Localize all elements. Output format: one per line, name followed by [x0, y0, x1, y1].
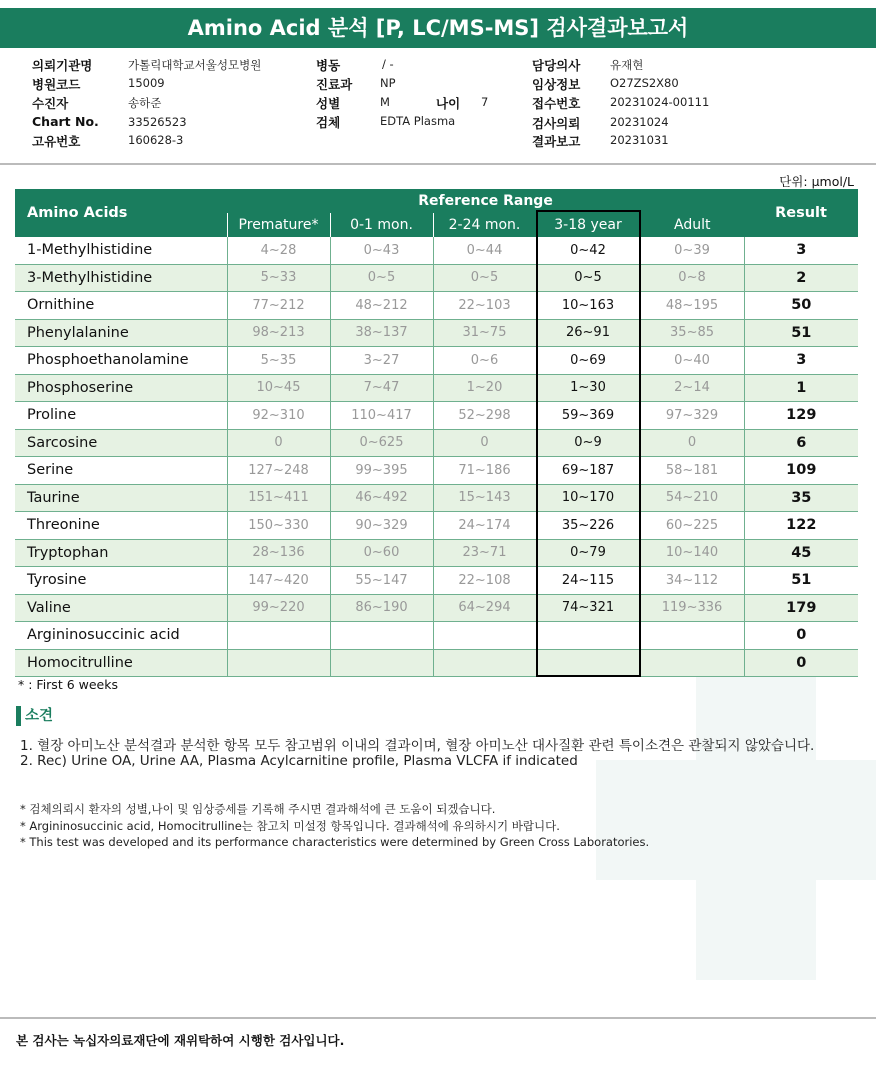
- reference-range-cell: 92~310: [227, 402, 330, 430]
- unit-label: 단위: μmol/L: [779, 174, 854, 189]
- table-row: [15, 264, 858, 292]
- reference-range-cell: 69~187: [536, 457, 640, 485]
- table-row: [15, 429, 858, 457]
- info-label: 의뢰기관명: [32, 58, 93, 73]
- result-value: 109: [744, 457, 858, 485]
- amino-acid-name: Phosphoethanolamine: [15, 347, 227, 375]
- reference-range-cell: [640, 622, 744, 650]
- reference-range-cell: 0~42: [536, 237, 640, 264]
- info-label: 접수번호: [532, 96, 581, 111]
- reference-range-cell: 0~8: [640, 264, 744, 292]
- reference-range-cell: 74~321: [536, 594, 640, 622]
- subheader-3-18-year: 3-18 year: [536, 213, 640, 237]
- patient-info: [0, 56, 876, 156]
- amino-acid-name: Proline: [15, 402, 227, 430]
- amino-acid-name: Sarcosine: [15, 429, 227, 457]
- reference-range-cell: 0~39: [640, 237, 744, 264]
- table-row: [15, 594, 858, 622]
- info-value: O27ZS2X80: [610, 76, 679, 90]
- reference-range-cell: 48~195: [640, 292, 744, 320]
- info-value: 가톨릭대학교서울성모병원: [128, 58, 262, 72]
- result-value: 51: [744, 319, 858, 347]
- reference-range-cell: 2~14: [640, 374, 744, 402]
- reference-range-cell: 0: [433, 429, 536, 457]
- reference-range-cell: 0~60: [330, 539, 433, 567]
- reference-range-cell: 64~294: [433, 594, 536, 622]
- reference-range-cell: 15~143: [433, 484, 536, 512]
- info-label: Chart No.: [32, 114, 99, 129]
- footer-text: 본 검사는 녹십자의료재단에 재위탁하여 시행한 검사입니다.: [16, 1033, 345, 1048]
- age-label: 나이: [436, 96, 461, 111]
- reference-range-cell: 119~336: [640, 594, 744, 622]
- reference-range-cell: 10~170: [536, 484, 640, 512]
- amino-acid-name: Phenylalanine: [15, 319, 227, 347]
- amino-acid-name: Serine: [15, 457, 227, 485]
- amino-acid-name: 1-Methylhistidine: [15, 237, 227, 264]
- amino-acid-name: Homocitrulline: [15, 649, 227, 677]
- reference-range-cell: 54~210: [640, 484, 744, 512]
- table-row: [15, 649, 858, 677]
- header-amino-acids: Amino Acids: [15, 189, 227, 237]
- info-label: 진료과: [316, 77, 353, 92]
- reference-range-cell: 0~69: [536, 347, 640, 375]
- table-row: [15, 539, 858, 567]
- reference-range-cell: 5~33: [227, 264, 330, 292]
- reference-range-cell: 24~174: [433, 512, 536, 540]
- reference-range-cell: [433, 649, 536, 677]
- header-reference-range: Reference Range: [227, 189, 744, 213]
- reference-range-cell: 71~186: [433, 457, 536, 485]
- findings-title: 소견: [25, 708, 54, 724]
- reference-range-cell: 86~190: [330, 594, 433, 622]
- result-value: 0: [744, 649, 858, 677]
- amino-acid-table: [15, 189, 858, 677]
- amino-acid-name: Ornithine: [15, 292, 227, 320]
- reference-range-cell: 24~115: [536, 567, 640, 595]
- age-value: 7: [481, 95, 489, 109]
- reference-range-cell: 22~108: [433, 567, 536, 595]
- result-value: 0: [744, 622, 858, 650]
- subheader-premature: Premature*: [227, 213, 330, 237]
- table-row: [15, 319, 858, 347]
- result-value: 51: [744, 567, 858, 595]
- reference-range-cell: 127~248: [227, 457, 330, 485]
- result-value: 45: [744, 539, 858, 567]
- info-value: NP: [380, 76, 396, 90]
- reference-range-cell: 31~75: [433, 319, 536, 347]
- reference-range-cell: 10~163: [536, 292, 640, 320]
- info-label: 검체: [316, 115, 341, 130]
- reference-range-cell: 0: [227, 429, 330, 457]
- info-label: 성별: [316, 96, 341, 111]
- reference-range-cell: 0~5: [433, 264, 536, 292]
- finding-item: 1. 혈장 아미노산 분석결과 분석한 항목 모두 참고범위 이내의 결과이며, 혈장 아미노산 대사질환 관련 특이소견은 관찰되지 않았습니다.: [20, 738, 815, 754]
- reference-range-cell: [536, 622, 640, 650]
- reference-range-cell: 23~71: [433, 539, 536, 567]
- table-row: [15, 237, 858, 264]
- reference-range-cell: 90~329: [330, 512, 433, 540]
- reference-range-cell: 48~212: [330, 292, 433, 320]
- info-label: 고유번호: [32, 134, 81, 149]
- reference-range-cell: 5~35: [227, 347, 330, 375]
- footnote: * Argininosuccinic acid, Homocitrulline는 참고치 미설정 항목입니다. 결과해석에 유의하시기 바랍니다.: [20, 819, 560, 833]
- reference-range-cell: 38~137: [330, 319, 433, 347]
- reference-range-cell: 34~112: [640, 567, 744, 595]
- reference-range-cell: 99~220: [227, 594, 330, 622]
- info-value: 유재현: [610, 58, 644, 72]
- info-value: M: [380, 95, 390, 109]
- info-value: 20231024-00111: [610, 95, 710, 109]
- reference-range-cell: 147~420: [227, 567, 330, 595]
- reference-range-cell: 35~226: [536, 512, 640, 540]
- reference-range-cell: 0~43: [330, 237, 433, 264]
- reference-range-cell: 10~45: [227, 374, 330, 402]
- reference-range-cell: 1~20: [433, 374, 536, 402]
- amino-acid-name: 3-Methylhistidine: [15, 264, 227, 292]
- premature-note: * : First 6 weeks: [18, 677, 118, 692]
- reference-range-cell: 110~417: [330, 402, 433, 430]
- reference-range-cell: 0~625: [330, 429, 433, 457]
- result-value: 3: [744, 237, 858, 264]
- table-row: [15, 567, 858, 595]
- reference-range-cell: [330, 649, 433, 677]
- info-label: 수진자: [32, 96, 69, 111]
- info-value: EDTA Plasma: [380, 114, 456, 128]
- reference-range-cell: 46~492: [330, 484, 433, 512]
- reference-range-cell: 60~225: [640, 512, 744, 540]
- reference-range-cell: 10~140: [640, 539, 744, 567]
- reference-range-cell: 35~85: [640, 319, 744, 347]
- amino-acid-name: Tryptophan: [15, 539, 227, 567]
- result-value: 179: [744, 594, 858, 622]
- amino-acid-name: Phosphoserine: [15, 374, 227, 402]
- reference-range-cell: 77~212: [227, 292, 330, 320]
- reference-range-cell: 0: [640, 429, 744, 457]
- reference-range-cell: 3~27: [330, 347, 433, 375]
- footer-divider: [0, 1017, 876, 1019]
- reference-range-cell: 0~40: [640, 347, 744, 375]
- table-row: [15, 402, 858, 430]
- result-value: 3: [744, 347, 858, 375]
- reference-range-cell: 0~9: [536, 429, 640, 457]
- subheader-0-1-mon: 0-1 mon.: [330, 213, 433, 237]
- info-label: 담당의사: [532, 58, 581, 73]
- reference-range-cell: 7~47: [330, 374, 433, 402]
- amino-acid-name: Threonine: [15, 512, 227, 540]
- amino-acid-name: Valine: [15, 594, 227, 622]
- amino-acid-name: Argininosuccinic acid: [15, 622, 227, 650]
- result-value: 35: [744, 484, 858, 512]
- reference-range-cell: 0~44: [433, 237, 536, 264]
- heading-bar: [16, 706, 21, 726]
- footnote: * This test was developed and its performance characteristics were determined by Green Cross Laboratories.: [20, 835, 650, 849]
- header-result: Result: [744, 189, 858, 237]
- info-label: 병동: [316, 58, 341, 73]
- reference-range-cell: 0~6: [433, 347, 536, 375]
- info-label: 검사의뢰: [532, 116, 581, 131]
- table-row: [15, 457, 858, 485]
- reference-range-cell: 58~181: [640, 457, 744, 485]
- info-label: 결과보고: [532, 134, 581, 149]
- table-row: [15, 484, 858, 512]
- result-value: 129: [744, 402, 858, 430]
- reference-range-cell: 150~330: [227, 512, 330, 540]
- report-title: Amino Acid 분석 [P, LC/MS-MS] 검사결과보고서: [0, 8, 876, 48]
- reference-range-cell: 55~147: [330, 567, 433, 595]
- table-row: [15, 622, 858, 650]
- info-value: 20231024: [610, 115, 669, 129]
- reference-range-cell: 0~5: [330, 264, 433, 292]
- info-divider: [0, 163, 876, 165]
- watermark-logo: [576, 640, 876, 980]
- reference-range-cell: 97~329: [640, 402, 744, 430]
- reference-range-cell: [330, 622, 433, 650]
- info-label: 병원코드: [32, 77, 81, 92]
- reference-range-cell: 4~28: [227, 237, 330, 264]
- info-value: / -: [382, 57, 394, 71]
- reference-range-cell: 59~369: [536, 402, 640, 430]
- info-value: 160628-3: [128, 133, 184, 147]
- info-label: 임상정보: [532, 77, 581, 92]
- reference-range-cell: 28~136: [227, 539, 330, 567]
- reference-range-cell: 52~298: [433, 402, 536, 430]
- table-row: [15, 512, 858, 540]
- reference-range-cell: 0~79: [536, 539, 640, 567]
- info-value: 20231031: [610, 133, 669, 147]
- subheader-adult: Adult: [640, 213, 744, 237]
- info-value: 15009: [128, 76, 165, 90]
- reference-range-cell: [227, 649, 330, 677]
- reference-range-cell: [227, 622, 330, 650]
- result-value: 122: [744, 512, 858, 540]
- reference-range-cell: [536, 649, 640, 677]
- info-value: 송하준: [128, 96, 162, 110]
- reference-range-cell: 22~103: [433, 292, 536, 320]
- result-value: 1: [744, 374, 858, 402]
- table-row: [15, 374, 858, 402]
- reference-range-cell: 0~5: [536, 264, 640, 292]
- reference-range-cell: 1~30: [536, 374, 640, 402]
- table-row: [15, 292, 858, 320]
- reference-range-cell: 26~91: [536, 319, 640, 347]
- reference-range-cell: 98~213: [227, 319, 330, 347]
- reference-range-cell: [640, 649, 744, 677]
- table-row: [15, 347, 858, 375]
- footnote: * 검체의뢰시 환자의 성별,나이 및 임상증세를 기록해 주시면 결과해석에 큰 도움이 되겠습니다.: [20, 802, 496, 816]
- result-value: 2: [744, 264, 858, 292]
- reference-range-cell: 99~395: [330, 457, 433, 485]
- result-value: 50: [744, 292, 858, 320]
- info-value: 33526523: [128, 115, 187, 129]
- subheader-2-24-mon: 2-24 mon.: [433, 213, 536, 237]
- amino-acid-name: Tyrosine: [15, 567, 227, 595]
- reference-range-cell: 151~411: [227, 484, 330, 512]
- result-value: 6: [744, 429, 858, 457]
- finding-item: 2. Rec) Urine OA, Urine AA, Plasma Acylcarnitine profile, Plasma VLCFA if indicated: [20, 753, 578, 769]
- reference-range-cell: [433, 622, 536, 650]
- amino-acid-name: Taurine: [15, 484, 227, 512]
